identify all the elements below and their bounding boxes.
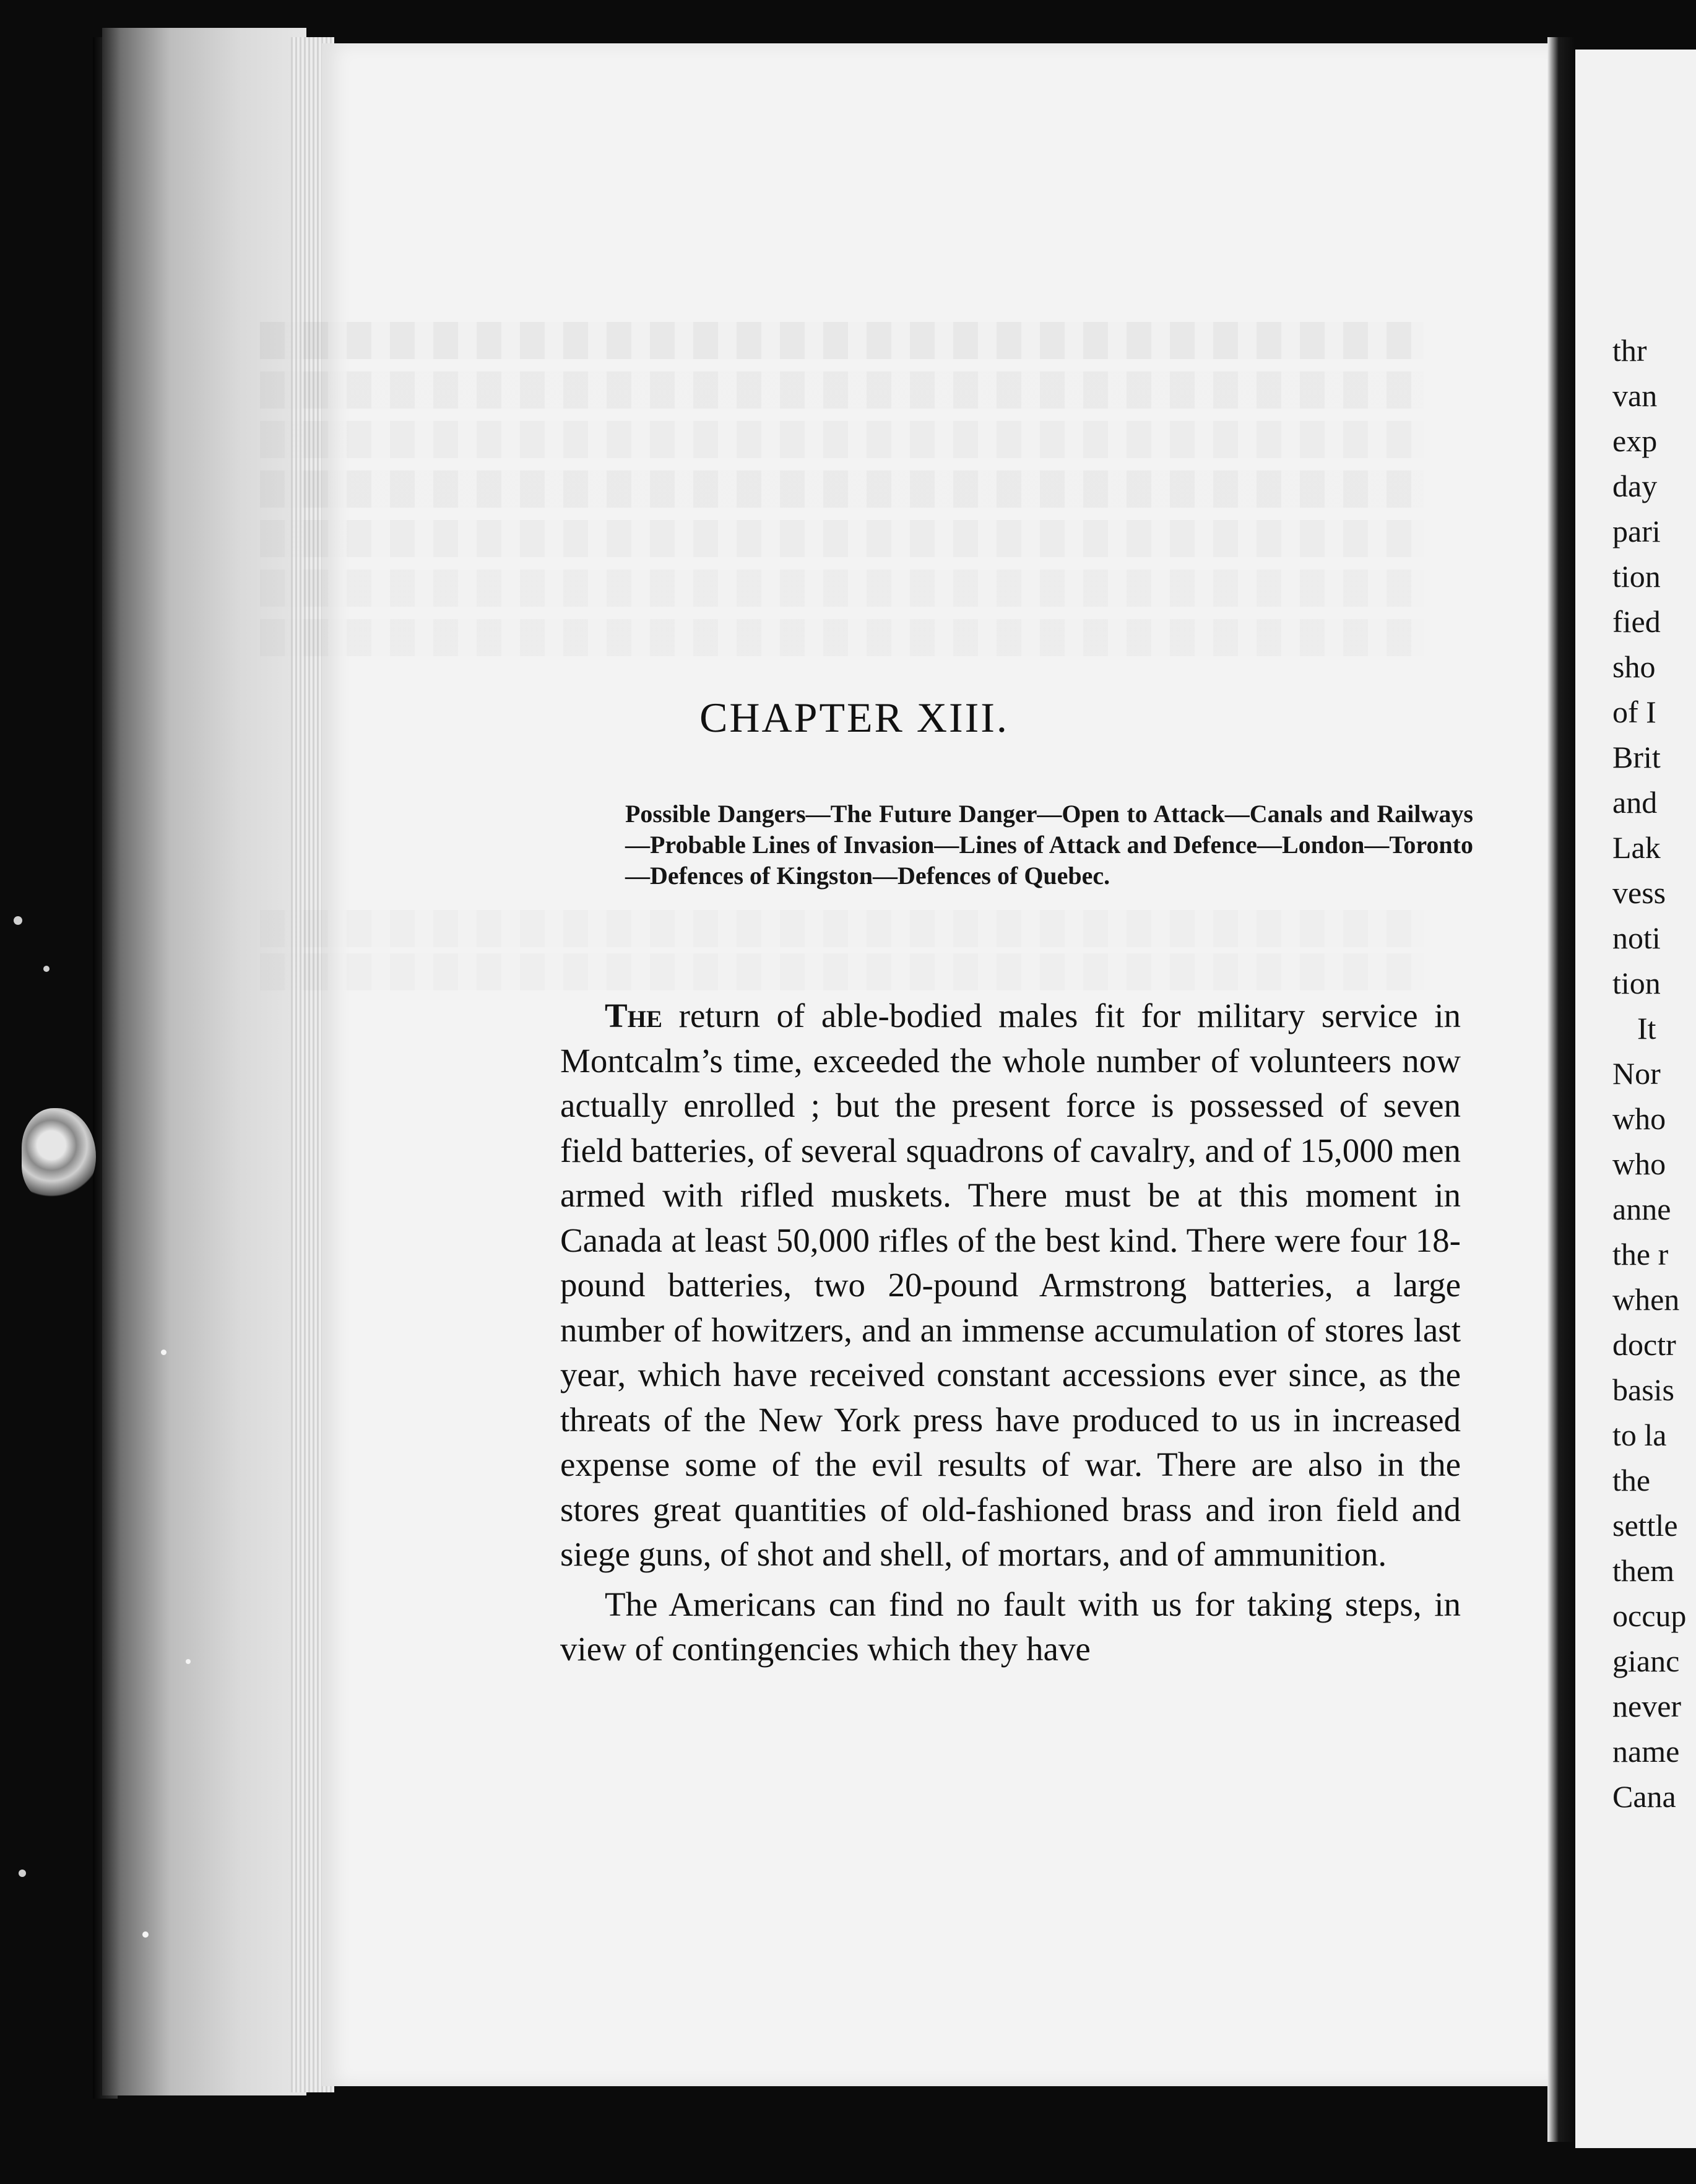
line-fragment: tion <box>1612 966 1661 1000</box>
bleed-through-line <box>260 953 1424 990</box>
bleed-through-line <box>260 570 1424 607</box>
opening-word: The <box>605 997 663 1034</box>
dust-speck <box>161 1350 167 1355</box>
bleed-through-line <box>260 470 1424 508</box>
ink-blot <box>22 1108 96 1201</box>
line-fragment: Lak <box>1612 830 1661 865</box>
bleed-through-line <box>260 322 1424 359</box>
bleed-through-line <box>260 421 1424 458</box>
line-fragment: pari <box>1612 514 1661 548</box>
paragraph: The Americans can find no fault with us for taking steps, in view of contingencies which they have <box>560 1585 1461 1668</box>
line-fragment: gianc <box>1612 1644 1680 1678</box>
line-fragment: never <box>1612 1689 1682 1723</box>
dust-speck <box>19 1870 26 1877</box>
line-fragment: vess <box>1612 875 1666 910</box>
line-fragment: of I <box>1612 695 1656 729</box>
line-fragment: noti <box>1612 921 1661 955</box>
line-fragment: them <box>1612 1553 1674 1588</box>
chapter-synopsis: Possible Dangers—The Future Danger—Open to Attack—Canals and Railways—Probable Lines of Invasion—Lines of Attack and Defence—London—Toronto—Defences of Kingston—Defences of Quebec. <box>625 800 1473 890</box>
line-fragment: basis <box>1612 1372 1674 1407</box>
line-fragment: anne <box>1612 1192 1671 1226</box>
line-fragment: who <box>1612 1101 1666 1136</box>
line-fragment: day <box>1612 469 1658 503</box>
line-fragment: Nor <box>1612 1056 1661 1091</box>
line-fragment: who <box>1612 1146 1666 1181</box>
bleed-through-line <box>260 520 1424 557</box>
line-fragment: name <box>1612 1734 1680 1769</box>
line-fragment: thr <box>1612 333 1647 368</box>
line-fragment: settle <box>1612 1508 1678 1543</box>
paragraph <box>560 994 1461 1577</box>
line-fragment: occup <box>1612 1598 1687 1633</box>
line-fragment: It <box>1637 1011 1656 1046</box>
dust-speck <box>186 1659 191 1664</box>
body-text <box>560 994 1461 1672</box>
right-page-text-fragments <box>1612 328 1696 1819</box>
line-fragment: the <box>1612 1463 1651 1497</box>
bleed-through-line <box>260 619 1424 656</box>
line-fragment: Brit <box>1612 740 1661 774</box>
dust-speck <box>43 966 50 972</box>
paragraph-text: return of able-bodied males fit for military service in Montcalm’s time, exceeded the whole number of volunteers now actually enrolled ; but the present force is possessed of seven field batteries, of several squadrons of cavalry, and of 15,000 men armed with rifled muskets. There must be at this moment in Canada at least 50,000 rifles of the best kind. There were four 18-pound batteries, two 20-pound Armstrong batteries, a large number of howitzers, and an immense accumulation of stores last year, which have received constant accessions ever since, as the threats of the New York press have produced to us in increased expense some of the evil results of war. There are also in the stores great quantities of old-fashioned brass and iron field and siege guns, of shot and shell, of mortars, and of ammunition. <box>560 997 1461 1573</box>
bleed-through-line <box>260 910 1424 947</box>
book-gutter <box>1547 37 1575 2142</box>
line-fragment: fied <box>1612 604 1661 639</box>
bleed-through-line <box>260 371 1424 409</box>
line-fragment: the r <box>1612 1237 1669 1272</box>
line-fragment: tion <box>1612 559 1661 594</box>
line-fragment: and <box>1612 785 1658 820</box>
line-fragment: to la <box>1612 1418 1667 1452</box>
line-fragment: Cana <box>1612 1779 1676 1814</box>
line-fragment: van <box>1612 378 1658 413</box>
dust-speck <box>142 1931 149 1938</box>
line-fragment: when <box>1612 1282 1680 1317</box>
line-fragment: doctr <box>1612 1327 1676 1362</box>
dust-speck <box>14 916 22 925</box>
line-fragment: exp <box>1612 423 1658 458</box>
chapter-title: CHAPTER XIII. <box>699 694 1009 741</box>
line-fragment: sho <box>1612 649 1656 684</box>
